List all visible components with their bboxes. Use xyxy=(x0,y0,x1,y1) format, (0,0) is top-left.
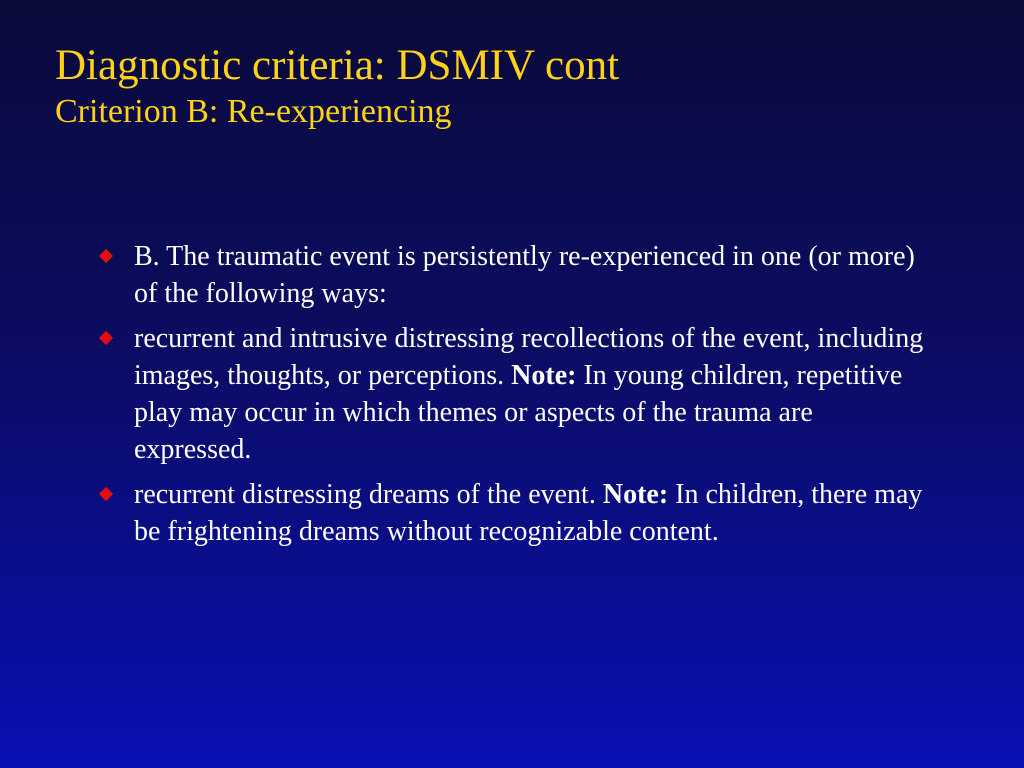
bullet-note-text-recollections: In young children, repetitive play may occur in which themes or aspects of the trauma are expressed. xyxy=(134,360,903,465)
bullet-item-dreams xyxy=(97,476,937,550)
bullet-item-recollections xyxy=(97,320,937,468)
red-diamond-bullet-icon xyxy=(99,249,113,263)
bullet-note-text-dreams: In children, there may be frightening dreams without recognizable content. xyxy=(134,479,923,547)
slide-subtitle: Criterion B: Re-experiencing xyxy=(55,93,452,130)
slide-title-block xyxy=(55,42,985,132)
bullet-text-criterion-b: B. The traumatic event is persistently re-experienced in one (or more) of the following ways: xyxy=(134,241,915,309)
note-label: Note: xyxy=(602,479,669,510)
slide-title: Diagnostic criteria: DSMIV cont xyxy=(55,42,620,89)
bullet-item-criterion-b xyxy=(97,238,937,312)
red-diamond-bullet-icon xyxy=(99,487,113,501)
bullet-text-dreams: recurrent distressing dreams of the event. xyxy=(134,479,603,510)
note-label: Note: xyxy=(511,360,577,391)
red-diamond-bullet-icon xyxy=(99,331,113,345)
bullet-text-recollections: recurrent and intrusive distressing recollections of the event, including images, thoughts, or perceptions. xyxy=(134,323,924,391)
criteria-bullet-list xyxy=(97,238,937,558)
